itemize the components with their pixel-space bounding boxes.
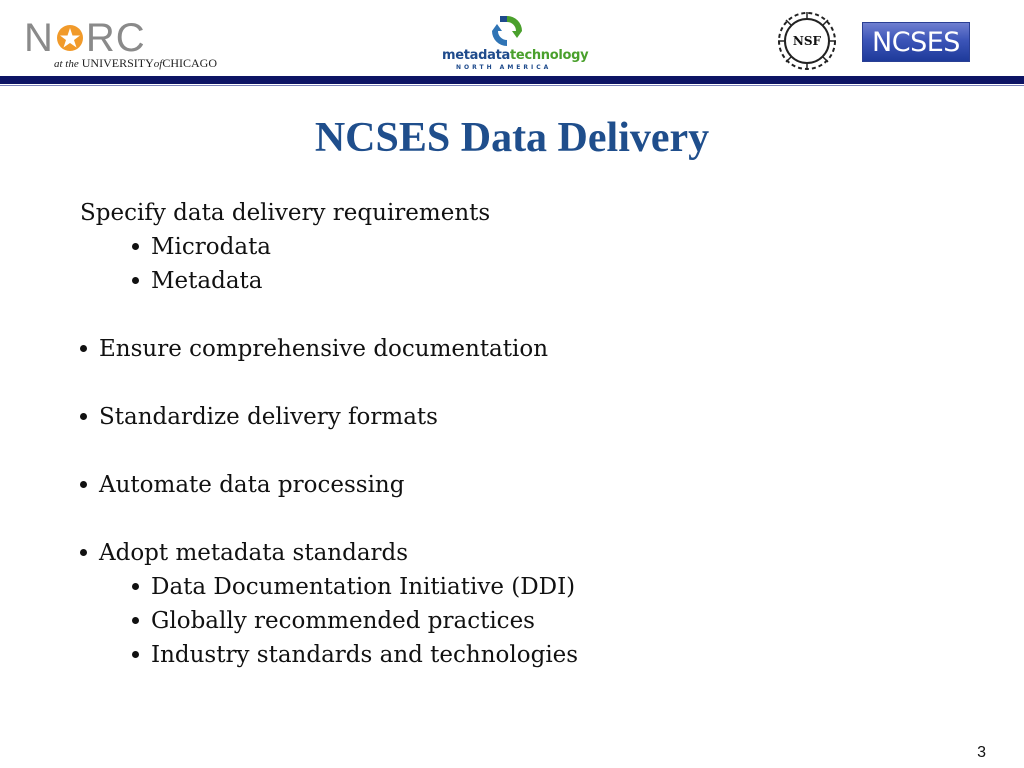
norc-tagline	[54, 56, 217, 71]
mtna-word-metadata: metadata	[442, 48, 511, 63]
list-item	[80, 468, 960, 502]
spacer	[80, 434, 960, 468]
slide-title: NCSES Data Delivery	[314, 115, 710, 161]
norc-letters-rc: RC	[85, 16, 146, 60]
bullet-icon	[80, 345, 87, 352]
mtna-subtitle: NORTH AMERICA	[456, 64, 552, 71]
list-item-text: Globally recommended practices	[151, 608, 535, 634]
list-item	[80, 230, 960, 264]
mtna-arrows-icon	[488, 12, 526, 50]
ncses-logo: NCSES	[862, 22, 970, 62]
bullet-icon	[80, 413, 87, 420]
bullet-icon	[132, 277, 139, 284]
nsf-logo	[776, 10, 838, 72]
list-item-text: Ensure comprehensive documentation	[99, 336, 549, 362]
metadata-technology-logo	[440, 12, 590, 72]
spacer	[80, 366, 960, 400]
list-item	[80, 264, 960, 298]
list-item	[80, 536, 960, 570]
list-item	[80, 570, 960, 604]
nsf-logo-text: NSF	[792, 34, 822, 48]
list-item-text: Standardize delivery formats	[99, 404, 438, 430]
list-item-text: Microdata	[151, 234, 272, 260]
norc-star-icon	[55, 18, 85, 48]
spacer	[80, 298, 960, 332]
list-item	[80, 400, 960, 434]
list-item-text: Adopt metadata standards	[99, 540, 409, 566]
norc-tagline-at-the: at the	[54, 58, 79, 70]
intro-line: Specify data delivery requirements	[80, 200, 491, 226]
norc-tagline-chicago: CHICAGO	[162, 56, 217, 70]
mtna-wordmark	[442, 48, 588, 63]
bullet-icon	[132, 243, 139, 250]
list-item-text: Metadata	[151, 268, 263, 294]
list-item-text: Data Documentation Initiative (DDI)	[151, 574, 576, 600]
norc-letter-n: N	[24, 16, 54, 60]
mtna-word-technology: technology	[510, 48, 589, 63]
norc-tagline-of: of	[153, 58, 163, 70]
header-rule	[0, 76, 1024, 84]
header-rule-thin	[0, 85, 1024, 86]
bullet-icon	[80, 549, 87, 556]
norc-wordmark	[24, 16, 146, 60]
spacer	[80, 502, 960, 536]
page-number: 3	[977, 744, 986, 761]
bullet-icon	[80, 481, 87, 488]
list-item	[80, 332, 960, 366]
slide-body	[80, 196, 960, 672]
list-item-text: Industry standards and technologies	[151, 642, 579, 668]
norc-tagline-university: UNIVERSITY	[81, 56, 154, 70]
bullet-icon	[132, 651, 139, 658]
list-item-text: Automate data processing	[99, 472, 405, 498]
norc-logo	[24, 16, 224, 72]
list-item	[80, 638, 960, 672]
bullet-icon	[132, 617, 139, 624]
bullet-icon	[132, 583, 139, 590]
list-item	[80, 604, 960, 638]
